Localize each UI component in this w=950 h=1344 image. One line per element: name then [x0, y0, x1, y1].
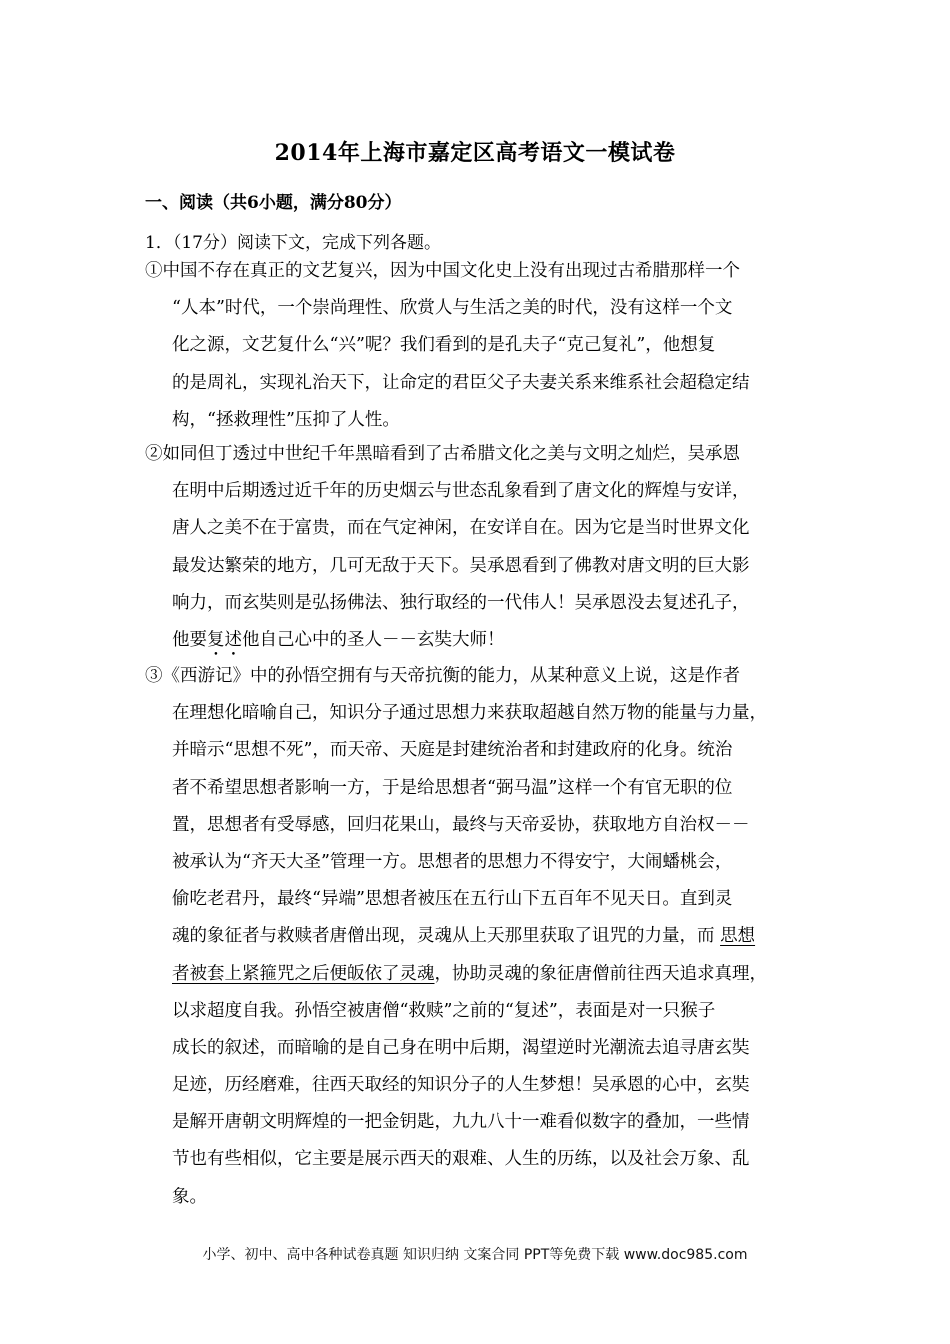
paragraph-line: ③《西游记》中的孙悟空拥有与天帝抗衡的能力，从某种意义上说，这是作者 [145, 666, 740, 686]
paragraph-line: 最发达繁荣的地方，几可无敌于天下。吴承恩看到了佛教对唐文明的巨大影 [172, 555, 750, 576]
underlined-sentence: 者被套上紧箍咒之后便皈依了灵魂 [172, 963, 435, 984]
paragraph-line [145, 956, 815, 993]
text-run: 他要 [172, 629, 207, 650]
paragraph-line: “人本”时代，一个崇尚理性、欣赏人与生活之美的时代，没有这样一个文 [172, 298, 733, 319]
paragraph-line: 偷吃老君丹，最终“异端”思想者被压在五行山下五百年不见天日。直到灵 [172, 889, 733, 910]
paragraph-line: 置，思想者有受辱感，回归花果山，最终与天帝妥协，获取地方自治权－－ [172, 814, 750, 835]
emphasized-word: 复述 [207, 629, 242, 650]
text-run: 他自己心中的圣人－－玄奘大师！ [242, 629, 505, 650]
page-title: 2014年上海市嘉定区高考语文一模试卷 [274, 140, 676, 166]
text-run: 魂的象征者与救赎者唐僧出现，灵魂从上天那里获取了诅咒的力量，而 [172, 926, 721, 947]
paragraph-2 [145, 436, 815, 659]
section-heading: 一、阅读（共6小题，满分80分） [145, 193, 402, 213]
question-prompt: 1．（17分）阅读下文，完成下列各题。 [145, 233, 441, 253]
paragraph-3 [145, 658, 815, 1216]
underlined-sentence: 思想 [720, 926, 756, 947]
paragraph-line: 响力，而玄奘则是弘扬佛法、独行取经的一代伟人！吴承恩没去复述孔子， [172, 592, 750, 613]
paragraph-line: 的是周礼，实现礼治天下，让命定的君臣父子夫妻关系来维系社会超稳定结 [172, 372, 750, 393]
paragraph-line: 象。 [172, 1186, 207, 1207]
paragraph-line: 是解开唐朝文明辉煌的一把金钥匙，九九八十一难看似数字的叠加，一些情 [172, 1112, 750, 1133]
paragraph-line: 并暗示“思想不死”，而天帝、天庭是封建统治者和封建政府的化身。统治 [172, 740, 733, 761]
paragraph-line: ①中国不存在真正的文艺复兴，因为中国文化史上没有出现过古希腊那样一个 [145, 261, 740, 281]
paragraph-line: ②如同但丁透过中世纪千年黑暗看到了古希腊文化之美与文明之灿烂，吴承恩 [145, 444, 740, 464]
paragraph-line: 者不希望思想者影响一方，于是给思想者“弼马温”这样一个有官无职的位 [172, 777, 733, 798]
paragraph-line: 唐人之美不在于富贵，而在气定神闲，在安详自在。因为它是当时世界文化 [172, 518, 750, 539]
paragraph-line: 构，“拯救理性”压抑了人性。 [172, 409, 400, 430]
text-run: ，协助灵魂的象征唐僧前往西天追求真理， [434, 963, 767, 984]
paragraph-line: 以求超度自我。孙悟空被唐僧“救赎”之前的“复述”，表面是对一只猴子 [172, 1000, 716, 1021]
paragraph-line [145, 622, 815, 659]
paragraph-line: 化之源，文艺复什么“兴”呢？我们看到的是孔夫子“克己复礼”，他想复 [172, 335, 716, 356]
paragraph-line: 足迹，历经磨难，往西天取经的知识分子的人生梦想！吴承恩的心中，玄奘 [172, 1075, 750, 1096]
paragraph-line: 被承认为“齐天大圣”管理一方。思想者的思想力不得安宁，大闹蟠桃会， [172, 851, 733, 872]
paragraph-line: 在明中后期透过近千年的历史烟云与世态乱象看到了唐文化的辉煌与安详， [172, 481, 750, 502]
page-footer: 小学、初中、高中各种试卷真题 知识归纳 文案合同 PPT等免费下载 www.doc985.com [202, 1247, 748, 1263]
paragraph-1 [145, 253, 815, 439]
paragraph-line: 节也有些相似，它主要是展示西天的艰难、人生的历练，以及社会万象、乱 [172, 1149, 750, 1170]
paragraph-line: 成长的叙述，而暗喻的是自己身在明中后期，渴望逆时光潮流去追寻唐玄奘 [172, 1037, 750, 1058]
paragraph-line: 在理想化暗喻自己，知识分子通过思想力来获取超越自然万物的能量与力量， [172, 703, 767, 724]
paragraph-line [145, 918, 815, 955]
